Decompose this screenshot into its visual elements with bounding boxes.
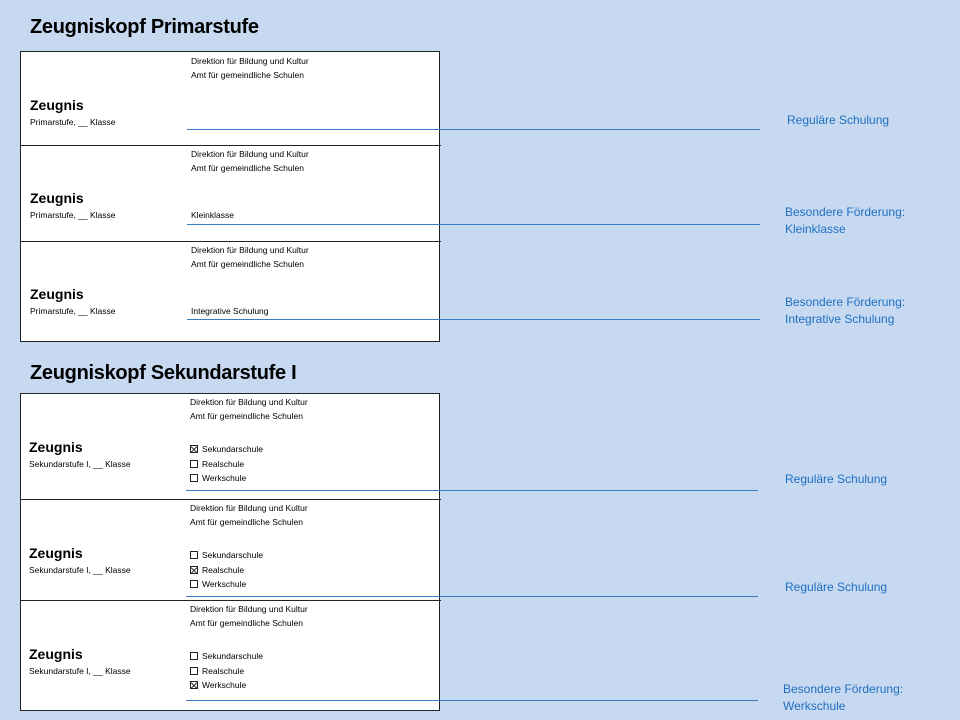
schulform-text: Kleinklasse <box>191 210 234 220</box>
option-werkschule: Werkschule <box>190 579 246 589</box>
direktion-text: Direktion für Bildung und Kultur <box>191 56 309 66</box>
klasse-subtitle: Sekundarstufe I, __ Klasse <box>29 459 131 469</box>
checkbox-icon <box>190 551 198 559</box>
connector-line <box>187 319 760 320</box>
zeugnis-title: Zeugnis <box>30 190 84 206</box>
amt-text: Amt für gemeindliche Schulen <box>191 163 304 173</box>
zeugnis-title: Zeugnis <box>29 646 83 662</box>
klasse-subtitle: Primarstufe, __ Klasse <box>30 306 116 316</box>
option-werkschule: Werkschule <box>190 680 246 690</box>
connector-line <box>186 596 758 597</box>
checkbox-icon <box>190 652 198 660</box>
checkbox-checked-icon <box>190 681 198 689</box>
note-label: Reguläre Schulung <box>785 472 888 486</box>
zeugnis-title: Zeugnis <box>30 97 84 113</box>
note-label: Besondere Förderung: Kleinklasse <box>785 205 906 236</box>
note-label: Reguläre Schulung <box>785 580 888 594</box>
amt-text: Amt für gemeindliche Schulen <box>191 70 304 80</box>
option-realschule: Realschule <box>190 666 244 676</box>
note-label: Besondere Förderung: Werkschule <box>783 682 904 713</box>
section-divider <box>21 145 441 146</box>
primar-card <box>20 51 440 342</box>
section-divider <box>21 241 441 242</box>
checkbox-icon <box>190 667 198 675</box>
direktion-text: Direktion für Bildung und Kultur <box>191 245 309 255</box>
amt-text: Amt für gemeindliche Schulen <box>190 517 303 527</box>
section-divider <box>21 600 441 601</box>
amt-text: Amt für gemeindliche Schulen <box>190 618 303 628</box>
connector-line <box>187 224 760 225</box>
note-label: Besondere Förderung: Integrative Schulung <box>785 295 906 326</box>
option-realschule: Realschule <box>190 565 244 575</box>
checkbox-icon <box>190 580 198 588</box>
connector-line <box>186 700 758 701</box>
direktion-text: Direktion für Bildung und Kultur <box>190 397 308 407</box>
amt-text: Amt für gemeindliche Schulen <box>191 259 304 269</box>
klasse-subtitle: Primarstufe, __ Klasse <box>30 117 116 127</box>
direktion-text: Direktion für Bildung und Kultur <box>191 149 309 159</box>
klasse-subtitle: Primarstufe, __ Klasse <box>30 210 116 220</box>
option-sekundarschule: Sekundarschule <box>190 651 263 661</box>
zeugnis-title: Zeugnis <box>29 545 83 561</box>
amt-text: Amt für gemeindliche Schulen <box>190 411 303 421</box>
zeugnis-title: Zeugnis <box>29 439 83 455</box>
checkbox-icon <box>190 474 198 482</box>
direktion-text: Direktion für Bildung und Kultur <box>190 503 308 513</box>
checkbox-checked-icon <box>190 566 198 574</box>
checkbox-checked-icon <box>190 445 198 453</box>
zeugnis-title: Zeugnis <box>30 286 84 302</box>
sekundar-card <box>20 393 440 711</box>
section-divider <box>21 499 441 500</box>
connector-line <box>187 129 760 130</box>
schulform-text: Integrative Schulung <box>191 306 269 316</box>
option-realschule: Realschule <box>190 459 244 469</box>
option-werkschule: Werkschule <box>190 473 246 483</box>
checkbox-icon <box>190 460 198 468</box>
option-sekundarschule: Sekundarschule <box>190 550 263 560</box>
klasse-subtitle: Sekundarstufe I, __ Klasse <box>29 666 131 676</box>
note-label: Reguläre Schulung <box>787 113 890 127</box>
klasse-subtitle: Sekundarstufe I, __ Klasse <box>29 565 131 575</box>
option-sekundarschule: Sekundarschule <box>190 444 263 454</box>
direktion-text: Direktion für Bildung und Kultur <box>190 604 308 614</box>
heading-primarstufe: Zeugniskopf Primarstufe <box>30 16 259 38</box>
heading-sekundarstufe: Zeugniskopf Sekundarstufe I <box>30 362 297 384</box>
connector-line <box>186 490 758 491</box>
